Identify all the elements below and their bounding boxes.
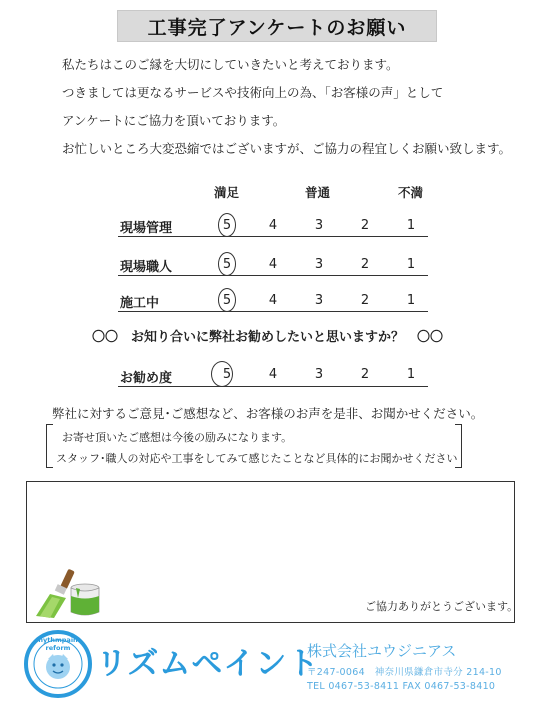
- badge-text: rhythmpaint reform: [35, 636, 81, 652]
- intro-line-2: つきましては更なるサービスや技術向上の為、「お客様の声」として: [62, 85, 444, 100]
- rating-option-4[interactable]: 4: [268, 257, 278, 272]
- row-underline: [118, 236, 428, 237]
- rating-label: お勧め度: [120, 371, 173, 386]
- row-underline: [118, 386, 428, 387]
- paint-can-icon: [68, 582, 102, 618]
- rating-option-2[interactable]: 2: [360, 293, 370, 308]
- rating-label: 施工中: [120, 296, 160, 311]
- rating-option-5[interactable]: 5: [222, 367, 232, 382]
- recommend-question: 〇〇 お知り合いに弊社お勧めしたいと思いますか？ 〇〇: [92, 330, 444, 345]
- rating-label: 現場職人: [120, 260, 173, 275]
- thanks-text: ご協力ありがとうございます。: [365, 600, 519, 613]
- company-address: 〒247-0064 神奈川県鎌倉市寺分 214-10: [307, 667, 502, 678]
- rating-option-3[interactable]: 3: [314, 367, 324, 382]
- rating-option-4[interactable]: 4: [268, 367, 278, 382]
- row-underline: [118, 311, 428, 312]
- company-name: 株式会社ユウジニアス: [307, 642, 457, 660]
- brand-name: リズムペイント: [96, 646, 320, 682]
- rating-option-5[interactable]: 5: [222, 293, 232, 308]
- rating-label: 現場管理: [120, 221, 173, 236]
- rating-option-3[interactable]: 3: [314, 257, 324, 272]
- note-line-1: お寄せ頂いたご感想は今後の励みになります。: [62, 431, 293, 444]
- note-line-2: スタッフ･職人の対応や工事をしてみて感じたことなど具体的にお聞かせください: [56, 452, 458, 465]
- rating-option-1[interactable]: 1: [406, 293, 416, 308]
- rating-option-3[interactable]: 3: [314, 293, 324, 308]
- page-title: 工事完了アンケートのお願い: [117, 10, 437, 42]
- intro-line-4: お忙しいところ大変恐縮ではございますが、ご協力の程宜しくお願い致します。: [62, 141, 512, 156]
- rating-option-1[interactable]: 1: [406, 218, 416, 233]
- rating-option-1[interactable]: 1: [406, 257, 416, 272]
- scale-mid-label: 普通: [305, 185, 331, 200]
- scale-high-label: 満足: [214, 185, 240, 200]
- rating-option-2[interactable]: 2: [360, 257, 370, 272]
- intro-line-3: アンケートにご協力を頂いております。: [62, 113, 286, 128]
- company-phone: TEL 0467-53-8411 FAX 0467-53-8410: [307, 681, 496, 692]
- bracket-left: [46, 424, 53, 468]
- scale-low-label: 不満: [398, 185, 424, 200]
- rating-option-1[interactable]: 1: [406, 367, 416, 382]
- rating-option-3[interactable]: 3: [314, 218, 324, 233]
- row-underline: [118, 275, 428, 276]
- rating-option-2[interactable]: 2: [360, 367, 370, 382]
- comment-request: 弊社に対するご意見･ご感想など、お客様のお声を是非、お聞かせください。: [52, 406, 484, 421]
- rating-option-5[interactable]: 5: [222, 218, 232, 233]
- rating-option-5[interactable]: 5: [222, 257, 232, 272]
- rating-option-4[interactable]: 4: [268, 293, 278, 308]
- rating-option-2[interactable]: 2: [360, 218, 370, 233]
- intro-line-1: 私たちはこのご縁を大切にしていきたいと考えております。: [62, 57, 399, 72]
- rating-option-4[interactable]: 4: [268, 218, 278, 233]
